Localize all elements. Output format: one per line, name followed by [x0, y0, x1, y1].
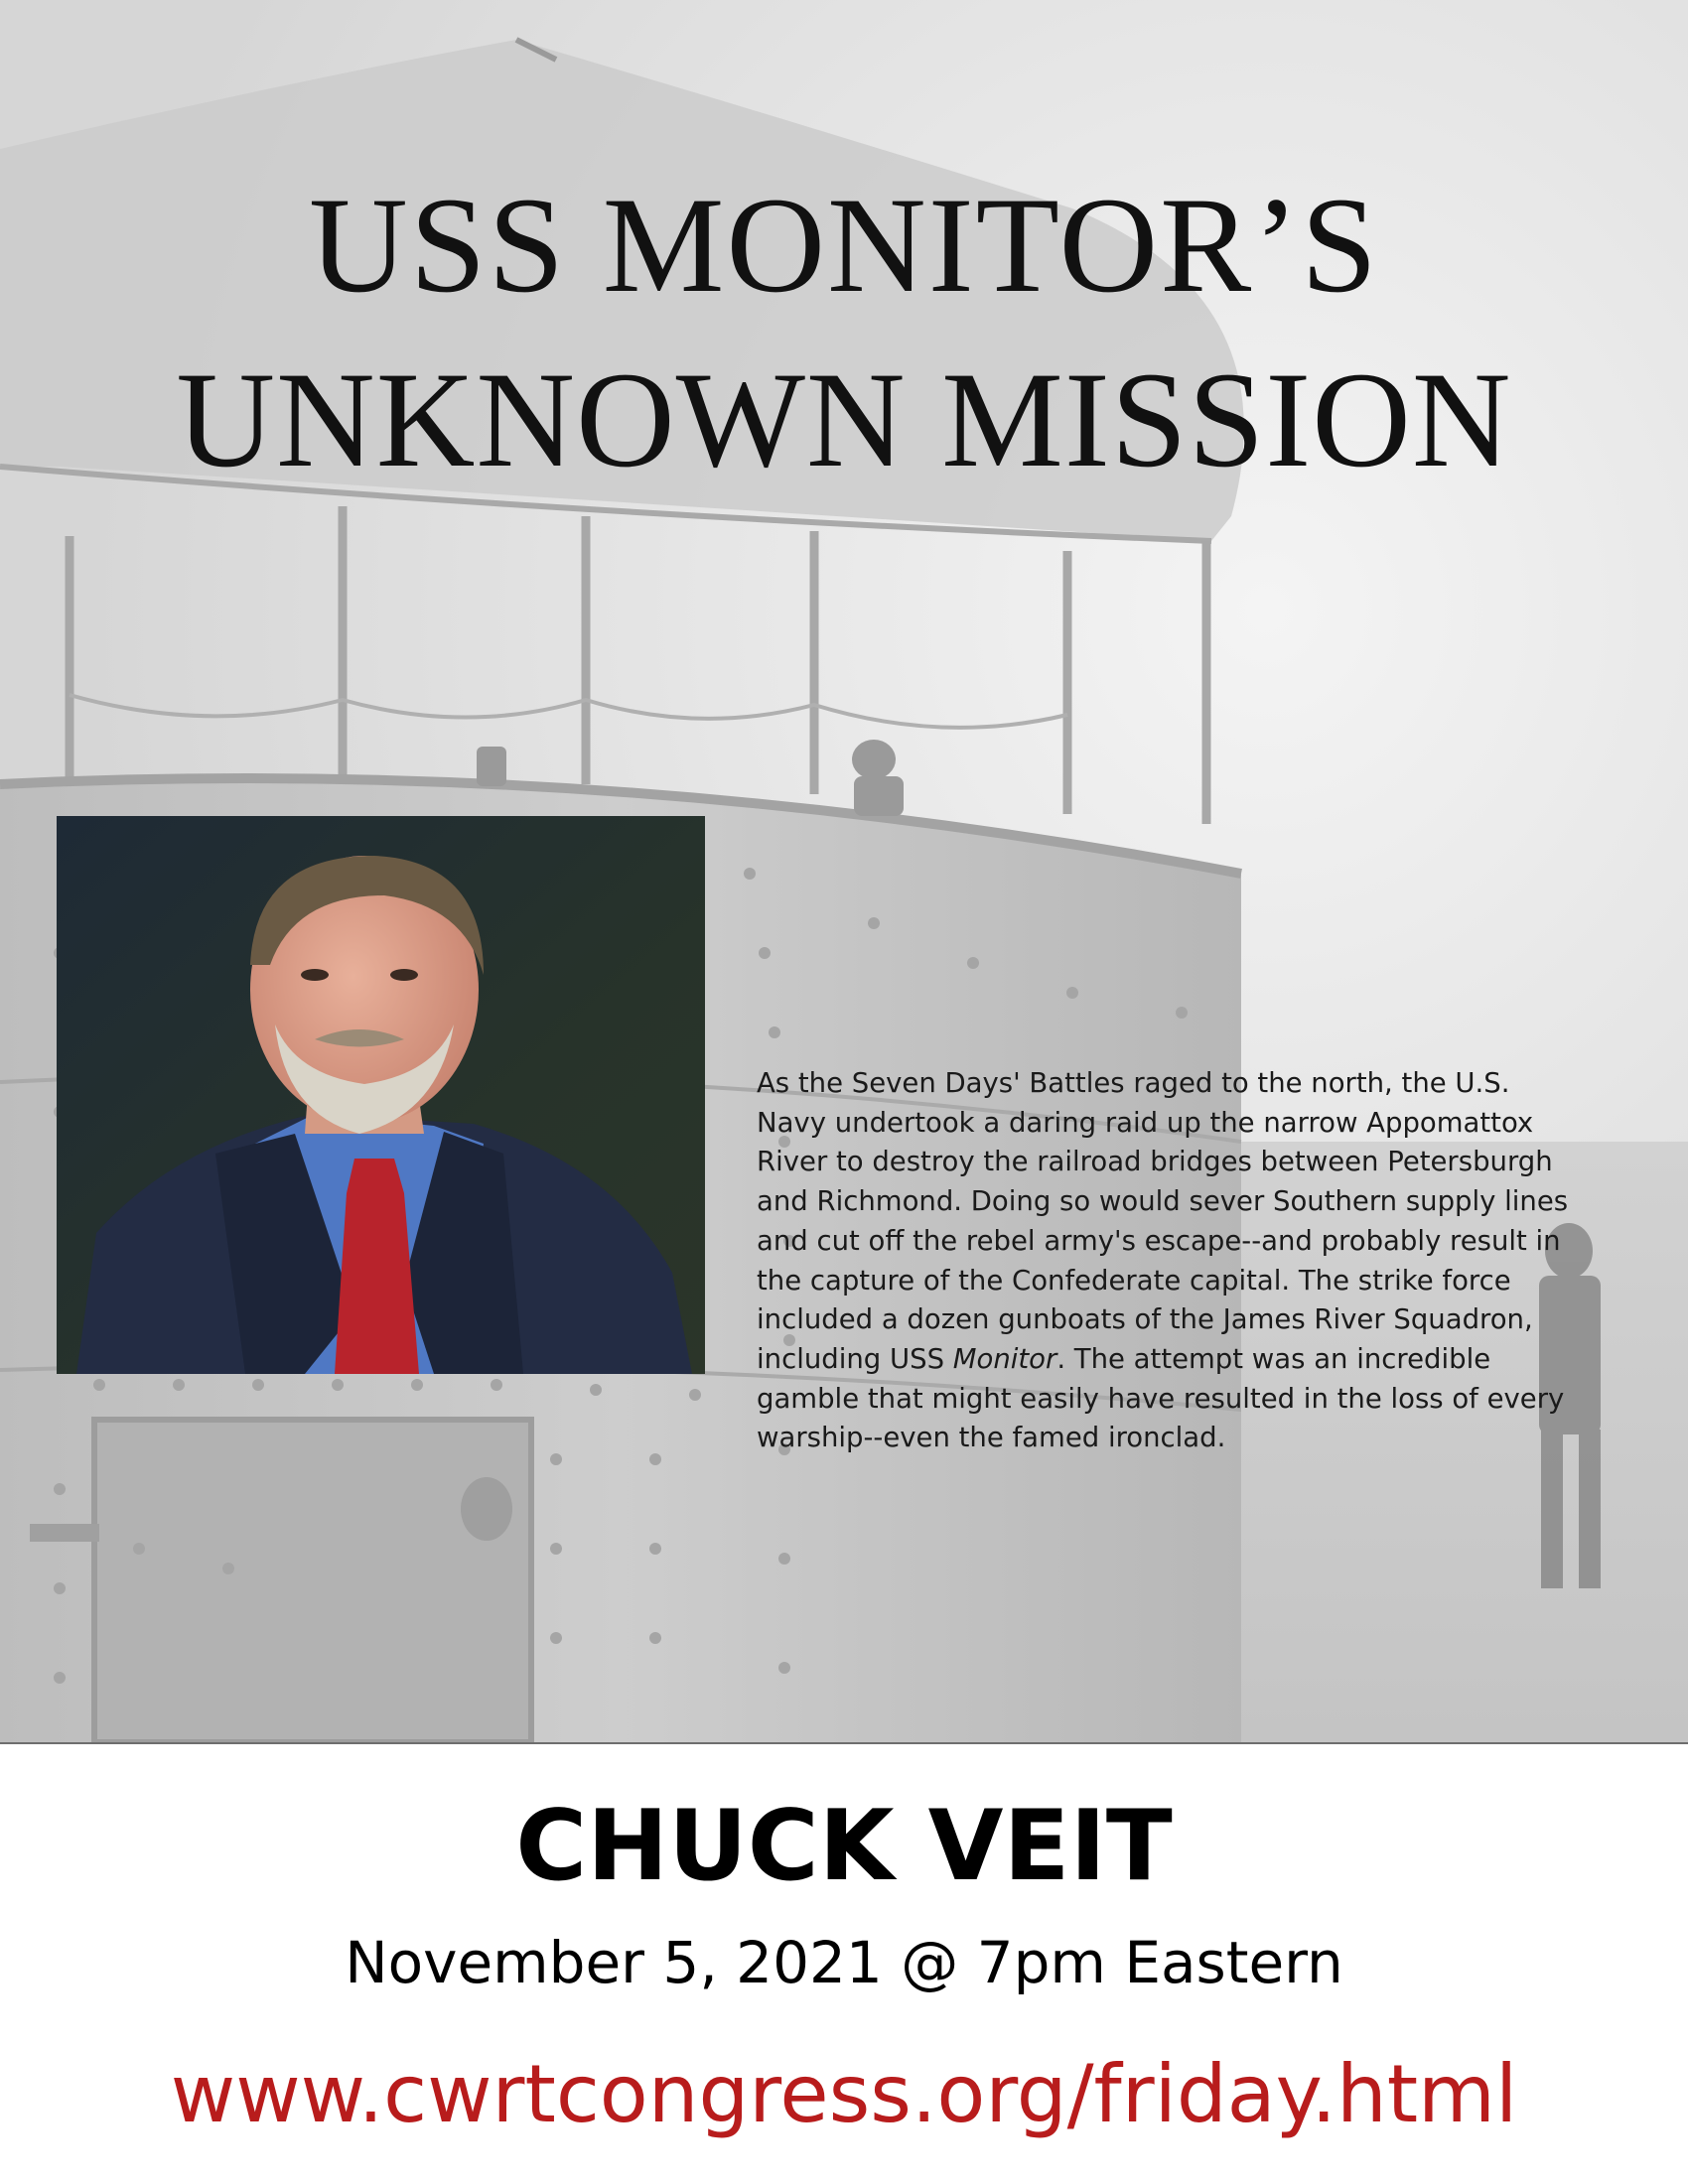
speaker-portrait-illustration	[57, 816, 705, 1374]
event-url-link[interactable]: www.cwrtcongress.org/friday.html	[170, 2048, 1518, 2140]
description-part-1: As the Seven Days' Battles raged to the north, the U.S. Navy undertook a daring raid up the narrow Appomattox River to destroy the railroad bridges between Petersburgh and Richmond. Doing so would sever Southern supply lines and cut off the rebel army's escape--and probably result in the capture of the Confederate capital. The strike force included a dozen gunboats of the James River Squadron, including USS	[757, 1067, 1569, 1375]
photo-divider	[0, 1742, 1688, 1744]
speaker-portrait	[57, 816, 705, 1374]
title-line-2: UNKNOWN MISSION	[176, 343, 1512, 495]
talk-description	[757, 1064, 1581, 1458]
ship-name: Monitor	[952, 1342, 1057, 1375]
description-part-2: . The attempt was an incredible gamble that might easily have resulted in the loss of every warship--even the famed ironclad.	[757, 1342, 1565, 1454]
event-date-time: November 5, 2021 @ 7pm Eastern	[345, 1929, 1343, 1996]
speaker-name: CHUCK VEIT	[515, 1790, 1173, 1903]
title-line-1: USS MONITOR’S	[309, 169, 1379, 321]
